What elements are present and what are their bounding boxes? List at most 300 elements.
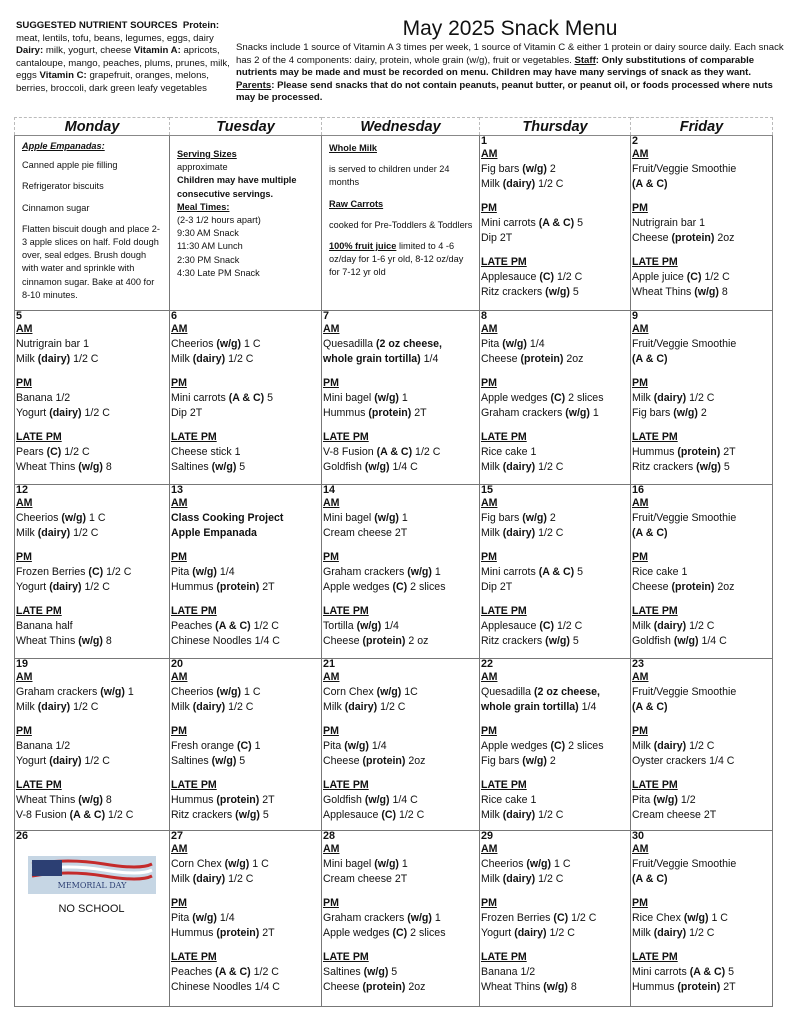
snack-item: Ritz crackers (w/g) 5 bbox=[632, 461, 730, 474]
component-tag: (dairy) bbox=[653, 927, 687, 940]
late-pm-section-label: LATE PM bbox=[632, 256, 678, 268]
component-tag: (dairy) bbox=[192, 701, 226, 714]
day-content bbox=[323, 311, 477, 475]
day-cell bbox=[170, 831, 322, 1007]
component-tag: (w/g) bbox=[344, 740, 369, 753]
snack-item: Cheerios (w/g) 1 C bbox=[171, 338, 261, 351]
pm-section-label: PM bbox=[632, 551, 648, 564]
meal-line: 11:30 AM Lunch bbox=[177, 241, 243, 252]
snack-item: Oyster crackers 1/4 C bbox=[632, 755, 735, 768]
day-cell bbox=[480, 136, 631, 311]
component-tag: Class Cooking Project bbox=[171, 512, 284, 525]
snack-item: Mini bagel (w/g) 1 bbox=[323, 392, 408, 405]
snack-item: Banana 1/2 bbox=[16, 740, 71, 753]
snack-item: Peaches (A & C) 1/2 C bbox=[171, 620, 279, 633]
component-tag: (w/g) bbox=[565, 407, 590, 420]
snack-item: Wheat Thins (w/g) 8 bbox=[16, 461, 112, 474]
component-tag: (dairy) bbox=[653, 740, 687, 753]
snack-item: Milk (dairy) 1/2 C bbox=[16, 527, 99, 540]
snack-item: Fruit/Veggie Smoothie bbox=[632, 163, 737, 175]
day-number: 22 bbox=[481, 658, 494, 671]
week-row bbox=[15, 311, 773, 485]
day-number: 1 bbox=[481, 135, 488, 147]
section-gap bbox=[481, 192, 628, 201]
day-cell bbox=[631, 311, 773, 485]
pm-section-label: PM bbox=[481, 551, 497, 564]
snack-item: Apple wedges (C) 2 slices bbox=[481, 740, 604, 753]
snack-item: Pears (C) 1/2 C bbox=[16, 446, 90, 459]
meal-line: (2-3 1/2 hours apart) bbox=[177, 215, 261, 226]
pm-section-label: PM bbox=[481, 725, 497, 738]
section-gap bbox=[632, 246, 770, 255]
snack-item: Milk (dairy) 1/2 C bbox=[323, 701, 406, 714]
section-gap bbox=[323, 941, 477, 950]
day-content bbox=[323, 831, 477, 995]
late-pm-section-label: LATE PM bbox=[481, 256, 527, 268]
snack-item bbox=[171, 526, 319, 541]
section-gap bbox=[632, 421, 770, 430]
snack-item: Pita (w/g) 1/4 bbox=[171, 566, 235, 579]
component-tag: (A & C) bbox=[215, 620, 251, 633]
section-gap bbox=[481, 715, 628, 724]
snack-item: Fruit/Veggie Smoothie bbox=[632, 338, 737, 351]
component-tag: Apple Empanada bbox=[171, 527, 257, 540]
component-tag: (protein) bbox=[520, 353, 564, 366]
week-row bbox=[15, 831, 773, 1007]
day-content bbox=[481, 831, 628, 995]
snack-item: Dip 2T bbox=[481, 232, 513, 244]
snack-item: Milk (dairy) 1/2 C bbox=[171, 701, 254, 714]
no-school-label: NO SCHOOL bbox=[58, 903, 125, 916]
snack-item: Wheat Thins (w/g) 8 bbox=[632, 286, 728, 298]
component-tag: (w/g) bbox=[78, 794, 103, 807]
day-cell bbox=[631, 136, 773, 311]
day-cell bbox=[322, 485, 480, 659]
snack-item: Corn Chex (w/g) 1 C bbox=[171, 858, 269, 871]
day-cell bbox=[322, 136, 480, 311]
snack-item: Rice cake 1 bbox=[632, 566, 688, 579]
snack-item: Milk (dairy) 1/2 C bbox=[481, 809, 564, 822]
day-cell bbox=[170, 311, 322, 485]
snack-item: Hummus (protein) 2T bbox=[323, 407, 427, 420]
section-gap bbox=[16, 769, 167, 778]
component-tag: (A & C) bbox=[538, 566, 575, 579]
section-gap bbox=[632, 541, 770, 550]
meal-title: Meal Times: bbox=[177, 201, 230, 212]
component-tag: (w/g) bbox=[216, 686, 242, 699]
snack-item: Hummus (protein) 2T bbox=[171, 927, 275, 940]
snack-item: Yogurt (dairy) 1/2 C bbox=[16, 407, 110, 420]
am-section-label: AM bbox=[481, 843, 498, 856]
component-tag: (w/g) bbox=[673, 407, 698, 420]
snack-calendar bbox=[14, 117, 773, 1007]
am-section-label: AM bbox=[632, 323, 649, 336]
snack-item: Yogurt (dairy) 1/2 C bbox=[16, 581, 110, 594]
snack-item: Cheerios (w/g) 1 C bbox=[171, 686, 261, 699]
snack-item: Chinese Noodles 1/4 C bbox=[171, 981, 280, 994]
late-pm-section-label: LATE PM bbox=[171, 779, 217, 792]
serving-note bbox=[171, 136, 319, 280]
component-tag: (protein) bbox=[216, 581, 260, 594]
snack-item: Peaches (A & C) 1/2 C bbox=[171, 966, 279, 979]
snack-item: Milk (dairy) 1/2 C bbox=[171, 873, 254, 886]
pm-section-label: PM bbox=[481, 202, 497, 214]
snack-item: Ritz crackers (w/g) 5 bbox=[171, 809, 269, 822]
snack-item: Nutrigrain bar 1 bbox=[16, 338, 90, 351]
day-cell bbox=[322, 311, 480, 485]
day-number: 9 bbox=[632, 310, 639, 323]
snack-item: Fruit/Veggie Smoothie bbox=[632, 512, 737, 525]
am-section-label: AM bbox=[323, 497, 340, 510]
section-gap bbox=[171, 541, 319, 550]
component-tag: (w/g) bbox=[374, 512, 399, 525]
section-gap bbox=[171, 769, 319, 778]
pm-section-label: PM bbox=[16, 725, 32, 738]
snack-item: Milk (dairy) 1/2 C bbox=[481, 461, 564, 474]
snack-item: Cream cheese 2T bbox=[323, 527, 408, 540]
component-tag: (w/g) bbox=[545, 286, 570, 298]
component-tag: (protein) bbox=[216, 794, 260, 807]
snack-item: Yogurt (dairy) 1/2 C bbox=[16, 755, 110, 768]
component-tag: (protein) bbox=[362, 981, 406, 994]
component-tag: (w/g) bbox=[211, 461, 237, 474]
component-tag: (w/g) bbox=[211, 755, 237, 768]
component-tag: (dairy) bbox=[502, 873, 536, 886]
late-pm-section-label: LATE PM bbox=[632, 951, 678, 964]
component-tag: (dairy) bbox=[514, 927, 547, 940]
calendar-body bbox=[15, 136, 773, 1007]
component-tag: (w/g) bbox=[235, 809, 260, 822]
component-tag: (w/g) bbox=[364, 794, 390, 807]
day-cell bbox=[170, 485, 322, 659]
snack-item: Fig bars (w/g) 2 bbox=[481, 755, 556, 768]
snack-item: Hummus (protein) 2T bbox=[632, 981, 736, 994]
snack-item bbox=[632, 700, 770, 715]
snack-item: Saltines (w/g) 5 bbox=[171, 461, 246, 474]
component-tag: whole grain tortilla) bbox=[481, 701, 579, 714]
component-tag: (C) bbox=[236, 740, 252, 753]
snack-item: Cheese stick 1 bbox=[171, 446, 241, 459]
section-gap bbox=[481, 595, 628, 604]
snack-item: Ritz crackers (w/g) 5 bbox=[481, 635, 579, 648]
day-number: 15 bbox=[481, 484, 494, 497]
snack-item: Hummus (protein) 2T bbox=[632, 446, 736, 459]
meal-line: 4:30 Late PM Snack bbox=[177, 267, 260, 278]
section-gap bbox=[323, 887, 477, 896]
snack-item: V-8 Fusion (A & C) 1/2 C bbox=[16, 809, 134, 822]
snack-item: Fruit/Veggie Smoothie bbox=[632, 858, 737, 871]
component-tag: (2 oz cheese, bbox=[376, 338, 442, 351]
snack-item: Cream cheese 2T bbox=[632, 809, 717, 822]
component-tag: (dairy) bbox=[49, 581, 82, 594]
late-pm-section-label: LATE PM bbox=[632, 605, 678, 618]
recipe-line: Canned apple pie filling bbox=[22, 160, 118, 171]
snack-item: Rice cake 1 bbox=[481, 446, 537, 459]
snack-item: Goldfish (w/g) 1/4 C bbox=[323, 461, 418, 474]
day-content bbox=[16, 136, 167, 302]
snack-item bbox=[632, 352, 770, 367]
component-tag: (w/g) bbox=[192, 912, 217, 925]
am-section-label: AM bbox=[323, 671, 340, 684]
snack-item bbox=[632, 872, 770, 887]
snack-item: Graham crackers (w/g) 1 bbox=[16, 686, 134, 699]
pm-section-label: PM bbox=[632, 202, 648, 214]
snack-item: Milk (dairy) 1/2 C bbox=[481, 178, 564, 190]
snack-item: Milk (dairy) 1/2 C bbox=[16, 353, 99, 366]
component-tag: (A & C) bbox=[215, 966, 251, 979]
late-pm-section-label: LATE PM bbox=[481, 605, 527, 618]
carrot-text: cooked for Pre-Toddlers & Toddlers bbox=[329, 219, 473, 230]
day-number: 23 bbox=[632, 658, 645, 671]
section-gap bbox=[481, 541, 628, 550]
component-tag: (w/g) bbox=[407, 912, 432, 925]
week-row bbox=[15, 485, 773, 659]
serving-title: Serving Sizes bbox=[177, 149, 237, 159]
late-pm-section-label: LATE PM bbox=[481, 779, 527, 792]
day-cell bbox=[15, 485, 170, 659]
snack-item: Rice cake 1 bbox=[481, 794, 537, 807]
section-gap bbox=[481, 246, 628, 255]
section-gap bbox=[171, 715, 319, 724]
snack-item: Tortilla (w/g) 1/4 bbox=[323, 620, 399, 633]
component-tag: (w/g) bbox=[502, 338, 527, 351]
snack-item: Apple juice (C) 1/2 C bbox=[632, 271, 730, 283]
pm-section-label: PM bbox=[632, 377, 648, 390]
snack-item: Cheese (protein) 2oz bbox=[481, 353, 584, 366]
snack-item: Banana 1/2 bbox=[481, 966, 536, 979]
snack-item: Milk (dairy) 1/2 C bbox=[632, 620, 715, 633]
day-content bbox=[481, 311, 628, 475]
day-content bbox=[171, 831, 319, 995]
snack-item: Milk (dairy) 1/2 C bbox=[171, 353, 254, 366]
component-tag: (A & C) bbox=[632, 701, 668, 714]
snack-item: Apple wedges (C) 2 slices bbox=[323, 581, 446, 594]
snack-item: Cheese (protein) 2oz bbox=[323, 981, 426, 994]
day-header: Thursday bbox=[480, 118, 631, 136]
section-gap bbox=[632, 715, 770, 724]
snack-item: Milk (dairy) 1/2 C bbox=[481, 873, 564, 886]
snack-item: Wheat Thins (w/g) 8 bbox=[16, 635, 112, 648]
component-tag: (C) bbox=[550, 392, 566, 405]
day-content bbox=[16, 311, 167, 475]
am-section-label: AM bbox=[171, 497, 188, 510]
section-gap bbox=[632, 192, 770, 201]
pm-section-label: PM bbox=[632, 725, 648, 738]
component-tag: (dairy) bbox=[37, 527, 71, 540]
section-gap bbox=[171, 367, 319, 376]
late-pm-section-label: LATE PM bbox=[16, 431, 62, 444]
component-tag: (w/g) bbox=[526, 858, 552, 871]
am-section-label: AM bbox=[632, 843, 649, 856]
component-tag: (2 oz cheese, bbox=[534, 686, 600, 699]
late-pm-section-label: LATE PM bbox=[323, 431, 369, 444]
am-section-label: AM bbox=[632, 148, 649, 160]
week-row bbox=[15, 659, 773, 831]
section-gap bbox=[16, 541, 167, 550]
am-section-label: AM bbox=[481, 323, 498, 336]
day-cell bbox=[15, 831, 170, 1007]
component-tag: (protein) bbox=[362, 755, 406, 768]
snack-item: Cheese (protein) 2oz bbox=[632, 232, 735, 244]
component-tag: (C) bbox=[392, 927, 408, 940]
day-number: 2 bbox=[632, 135, 639, 147]
late-pm-section-label: LATE PM bbox=[632, 779, 678, 792]
component-tag: (w/g) bbox=[522, 512, 547, 525]
day-cell bbox=[322, 659, 480, 831]
day-number: 27 bbox=[171, 830, 184, 843]
component-tag: (A & C) bbox=[632, 527, 668, 540]
component-tag: (protein) bbox=[216, 927, 260, 940]
snack-item: Goldfish (w/g) 1/4 C bbox=[632, 635, 727, 648]
section-gap bbox=[632, 769, 770, 778]
day-content bbox=[323, 485, 477, 649]
snack-item: Ritz crackers (w/g) 5 bbox=[481, 286, 579, 298]
nutrient-sources: SUGGESTED NUTRIENT SOURCES Protein: meat, lentils, tofu, beans, legumes, eggs, dairy Dairy: milk, yogurt, cheese Vitamin A: apricots, cantaloupe, mango, peaches, plums, prunes, milk, eggs Vitamin C: grapefruit, oranges, melons, berries, broccoli, dark green leafy vegetables bbox=[16, 20, 230, 94]
component-tag: (dairy) bbox=[344, 701, 378, 714]
snack-item: Fig bars (w/g) 2 bbox=[481, 163, 556, 175]
snack-item: Milk (dairy) 1/2 C bbox=[632, 392, 715, 405]
component-tag: (dairy) bbox=[653, 392, 687, 405]
component-tag: (w/g) bbox=[374, 392, 399, 405]
component-tag: (C) bbox=[553, 912, 569, 925]
snack-item: Applesauce (C) 1/2 C bbox=[481, 271, 583, 283]
snack-item: Applesauce (C) 1/2 C bbox=[323, 809, 425, 822]
day-cell bbox=[631, 485, 773, 659]
late-pm-section-label: LATE PM bbox=[323, 605, 369, 618]
day-content bbox=[632, 831, 770, 995]
component-tag: (dairy) bbox=[49, 755, 82, 768]
component-tag: (w/g) bbox=[363, 966, 389, 979]
snack-item: Milk (dairy) 1/2 C bbox=[481, 527, 564, 540]
late-pm-section-label: LATE PM bbox=[323, 951, 369, 964]
snack-item: Frozen Berries (C) 1/2 C bbox=[481, 912, 597, 925]
snack-item: Corn Chex (w/g) 1C bbox=[323, 686, 418, 699]
snack-item: Hummus (protein) 2T bbox=[171, 581, 275, 594]
component-tag: (C) bbox=[539, 620, 555, 633]
day-number: 20 bbox=[171, 658, 184, 671]
am-section-label: AM bbox=[481, 671, 498, 684]
component-tag: (w/g) bbox=[407, 566, 432, 579]
section-gap bbox=[632, 887, 770, 896]
component-tag: (w/g) bbox=[673, 635, 699, 648]
day-content bbox=[323, 136, 477, 280]
recipe-title: Apple Empanadas: bbox=[22, 141, 105, 151]
recipe-line: Cinnamon sugar bbox=[22, 202, 90, 213]
juice-title: 100% fruit juice bbox=[329, 241, 397, 252]
am-section-label: AM bbox=[16, 671, 33, 684]
snack-item: Mini carrots (A & C) 5 bbox=[481, 217, 584, 229]
snack-item: Graham crackers (w/g) 1 bbox=[323, 566, 441, 579]
pm-section-label: PM bbox=[632, 897, 648, 910]
pm-section-label: PM bbox=[171, 725, 187, 738]
component-tag: (w/g) bbox=[224, 858, 250, 871]
snack-item: Frozen Berries (C) 1/2 C bbox=[16, 566, 132, 579]
component-tag: (w/g) bbox=[543, 981, 568, 994]
day-cell bbox=[15, 136, 170, 311]
component-tag: (w/g) bbox=[522, 755, 547, 768]
component-tag: (w/g) bbox=[696, 461, 721, 474]
section-gap bbox=[481, 941, 628, 950]
snack-item: Wheat Thins (w/g) 8 bbox=[16, 794, 112, 807]
component-tag: (A & C) bbox=[376, 446, 413, 459]
day-cell bbox=[480, 485, 631, 659]
pm-section-label: PM bbox=[481, 377, 497, 390]
component-tag: (dairy) bbox=[502, 809, 536, 822]
section-gap bbox=[16, 715, 167, 724]
component-tag: (w/g) bbox=[545, 635, 570, 648]
am-section-label: AM bbox=[171, 323, 188, 336]
sources-heading: SUGGESTED NUTRIENT SOURCES bbox=[16, 20, 178, 31]
component-tag: (C) bbox=[88, 566, 104, 579]
snack-item: Fig bars (w/g) 2 bbox=[481, 512, 556, 525]
snack-item bbox=[632, 526, 770, 541]
day-content bbox=[16, 831, 167, 917]
component-tag: (C) bbox=[686, 271, 702, 283]
day-header: Wednesday bbox=[322, 118, 480, 136]
section-gap bbox=[323, 715, 477, 724]
pm-section-label: PM bbox=[481, 897, 497, 910]
day-cell bbox=[480, 311, 631, 485]
pm-section-label: PM bbox=[323, 725, 339, 738]
component-tag: (protein) bbox=[362, 635, 406, 648]
component-tag: (A & C) bbox=[632, 353, 668, 366]
component-tag: (C) bbox=[539, 271, 555, 283]
section-gap bbox=[323, 367, 477, 376]
snack-item: Pita (w/g) 1/2 bbox=[632, 794, 696, 807]
snack-item: Applesauce (C) 1/2 C bbox=[481, 620, 583, 633]
recipe-line: Flatten biscuit dough and place 2-3 apple slices on half. Fold dough over, seal edges. Brush dough with water and sprinkle with cinnamon sugar. Bake at 400 for 8-10 minutes. bbox=[22, 223, 160, 300]
snack-item: Dip 2T bbox=[481, 581, 513, 594]
late-pm-section-label: LATE PM bbox=[16, 779, 62, 792]
section-gap bbox=[16, 421, 167, 430]
pm-section-label: PM bbox=[323, 897, 339, 910]
snack-item: Rice Chex (w/g) 1 C bbox=[632, 912, 728, 925]
section-gap bbox=[171, 887, 319, 896]
day-cell bbox=[15, 311, 170, 485]
carrot-title: Raw Carrots bbox=[329, 198, 384, 209]
day-content bbox=[632, 659, 770, 823]
component-tag: (w/g) bbox=[694, 286, 719, 298]
day-content bbox=[481, 485, 628, 649]
component-tag: (protein) bbox=[677, 981, 721, 994]
pm-section-label: PM bbox=[16, 377, 32, 390]
snack-item: Saltines (w/g) 5 bbox=[323, 966, 398, 979]
component-tag: (w/g) bbox=[192, 566, 217, 579]
late-pm-section-label: LATE PM bbox=[481, 431, 527, 444]
component-tag: (w/g) bbox=[78, 461, 103, 474]
snack-item: Pita (w/g) 1/4 bbox=[481, 338, 545, 351]
day-number: 7 bbox=[323, 310, 330, 323]
component-tag: (A & C) bbox=[632, 873, 668, 886]
day-number: 21 bbox=[323, 658, 336, 671]
snack-item: Apple wedges (C) 2 slices bbox=[323, 927, 446, 940]
pm-section-label: PM bbox=[323, 377, 339, 390]
snack-item: Chinese Noodles 1/4 C bbox=[171, 635, 280, 648]
pm-section-label: PM bbox=[16, 551, 32, 564]
snack-item: Fig bars (w/g) 2 bbox=[632, 407, 707, 420]
component-tag: (w/g) bbox=[653, 794, 678, 807]
snack-item: Cheerios (w/g) 1 C bbox=[481, 858, 571, 871]
day-cell bbox=[15, 659, 170, 831]
section-gap bbox=[481, 769, 628, 778]
day-number: 26 bbox=[16, 830, 29, 843]
late-pm-section-label: LATE PM bbox=[323, 779, 369, 792]
snack-item: Mini carrots (A & C) 5 bbox=[632, 966, 735, 979]
section-gap bbox=[171, 595, 319, 604]
day-cell bbox=[631, 831, 773, 1007]
milk-text: is served to children under 24 months bbox=[329, 164, 450, 188]
am-section-label: AM bbox=[481, 497, 498, 510]
